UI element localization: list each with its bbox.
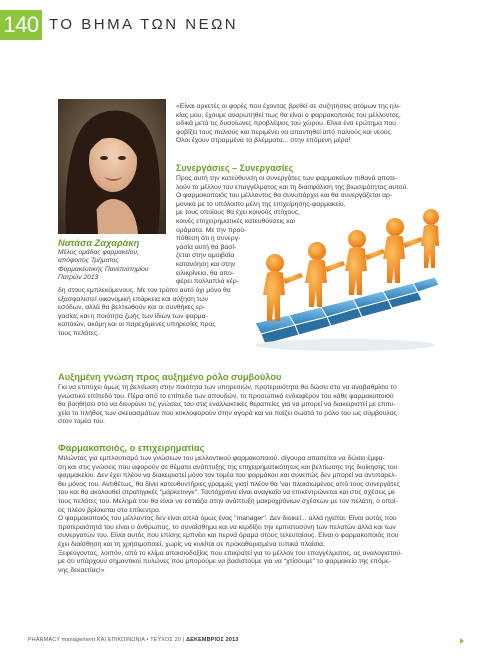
section-title: ΤΟ ΒΗΜΑ ΤΩΝ ΝΕΩΝ [49,16,239,33]
footer-publication: PHARMACY management ΚΑΙ ΕΠΙΚΟΙΝΩΝΙΑ [28,637,145,643]
author-role [58,249,170,283]
footer-issue: • ΤΕΥΧΟΣ 20 | [146,637,185,643]
body-line: ζεται στην αμοιβαία [176,252,235,259]
body-line: Ο φαρμακοποιός του μέλλοντος δεν είναι απλά όμως ένας "manager". Δεν διοικεί... αλλά ηγείται. Είναι αυτός που [58,515,397,522]
body-line: συνεργατών του. Είναι αυτός που επίσης εμπνέει και περνά όραμα στους τελευταίους. Είναι ο φαρμακοποιός που [58,532,399,539]
body-line: νης δεκαετίας!» [58,567,105,574]
body-line: δη στους εμπλεκόμενους. Με τον τρόπο αυτό όχι μόνο θα [58,287,231,294]
body-line: στον τομέα του. [58,418,105,425]
body-line: Για να επιτύχει όμως τη βελτίωση στην ποιότητα των υπηρεσιών, προτεραιότητα θα δώσει στο να αναβαθμίσει το [58,384,397,391]
body-line: πόθεση ότι η συνεργ- [176,235,241,242]
body-line: του και θα ακολουθεί στρατηγικές "μάρκετινγκ". Ταυτόχρονα είναι αναγκαίο να επικεντρώνεται και στις σχέσεις με [58,489,396,496]
section-heading-entrepreneur: Φαρμακοποιός, ο επιχειρηματίας [58,443,205,453]
body-line: τους πελάτες. [58,330,100,337]
body-line: κατανόηση και στην [176,261,236,268]
body-line: γνωστικό επίπεδό του. Πέρα από το επίπεδο των σπουδών, το προσωπικό ενδιαφέρον του κάθε φαρμακοποιού [58,393,394,400]
quote-line: φοβίζει τους παλιούς και περιμένει να απαντηθεί από παλιούς και νέους. [176,128,393,136]
author-role-line: Πατρών 2013 [58,274,99,282]
body-line: φαρμακείου. Δεν έχει πλέον να διακειριστεί μόνο τον τομέα του φαρμάκου και συνεπώς δεν μπορεί να αντιπαρελ- [58,472,397,479]
body-line: γασίας και η ποιότητα ζωής των ίδιων των φαρμα- [58,313,208,320]
quote-line: Όλοι έχουν στραμμένα τα βλέμματα... στην επόμενη μέρα! [176,137,351,145]
body-line: Προς αυτή την κατεύθυνση οι συνεργάτες των φαρμακείων πιθανά αποτε- [176,175,398,182]
body-line: θα βοηθήσει στο να διευρύνει τις γνώσεις του στις εναλλακτικές θεραπείες για να μπορεί να διακειριστεί με επιτυ- [58,401,396,408]
footer-arrow-icon [460,638,464,644]
body-line: εξασφαλιστεί οικονομική επάρκεια και αύξηση των [58,296,209,303]
body-line: λούν το μέλλον του επαγγέλματος και τη διασφάλιση της βιωσιμότητας αυτού. [176,184,409,191]
page-number-tab: 140 [0,10,42,40]
body-line: Ξεφεύγοντας, λοιπόν, από το κλίμα απαισιοδοξίας που επικρατεί για το μέλλον του επαγγέλματος, ας αναλογιστού- [58,550,403,557]
body-line: με ότι υπάρχουν σημαντικοί πυλώνες που μπορούμε να βασιστούμε για να "χτίσουμε" το φαρμακείο της επόμε- [58,558,392,565]
body-line: φέρει πολλαπλά κέρ- [176,278,239,285]
body-line: οράματα. Με την προϋ- [176,227,247,234]
body-line: Ο φαρμακοποιός του μέλλοντος θα συνυπάρχει και θα συνεργάζεται αρ- [176,192,393,199]
quote-line: «Είναι αρκετές οι φορές που έχοντας βρεθεί σε συζητήσεις ατόμων της ηλι- [176,103,401,110]
author-credit [58,238,170,283]
body-line: ος πλέον βρίσκεται στο επίκεντρο. [58,507,161,514]
quote-line: ειδικά μετά τις δυσοίωνες προβλέψεις του χώρου. Είναι ένα ερώτημα που [176,120,397,128]
teamwork-puzzle-illustration [245,195,440,360]
body-line: μονικά με το υπόλοιπο μέλη της επιχείρησης-φαρμακείο, [176,201,346,208]
intro-quote [176,103,444,146]
body-line: Μιλώντας για εμπλουτισμό των γνώσεων του μελλοντικού φαρμακοποιού, σίγουρα απαιτείται να δώσει έμφα- [58,455,385,462]
body-line: με τους οποίους θα έχει κοινούς στόχους, [176,209,301,216]
section-heading-cooperation: Συνεργάσιες – Συνεργασίες [176,163,294,173]
author-name: Νατάσα Ζαχαράκη [58,238,140,248]
body-line: χεία το πλήθος των σκευασμάτων που κυκλοφορούν στην αγορά και να παίζει σωστά το ρόλο του ως σύμβουλος [58,410,397,417]
body-line: τους πελάτες του. Μελημά του θα είναι να εστιάζει στην ανάπτυξη μακροχρόνιων σχέσεων με τον πελάτη, ο οποί- [58,498,398,505]
page-footer [28,637,238,643]
quote-line: κίας μου, έχουμε αναρωτηθεί πως θα είναι ο φαρμακοποιός του μέλλοντος, [176,111,401,119]
body-line: προτεραιότητά του είναι ο άνθρωπος, το συναίσθημα και να κερδίζει την εμπιστοσύνη των πελατών αλλά και των [58,524,396,531]
body-line: ση και στις γνώσεις που αφορούν σε θέματα ανάπτυξης της επιχειρηματικότητας και βελτίωσης της διοίκησης του [58,464,398,471]
body-line: κοινές επιχειρηματικές κατευθύνσεις και [176,218,296,225]
body-line: θει μόνος του. Αντιθέτως, θα δίνει κατευθυντήριες γραμμές γιατί πλέον θα ’ναι πλαισιωμένος από τους συνεργάτες [58,481,400,488]
footer-date: ΔΕΚΕΜΒΡΙΟΣ 2013 [186,637,239,643]
author-role-line: Φαρμακευτικής Πανεπιστημίου [58,265,149,273]
body-line: κοποιών, ακόμη και οι παρεχόμενες υπηρεσίες προς [58,321,216,328]
body-line: γασία αυτή θα βασί- [176,244,237,251]
section-heading-knowledge: Αυξημένη γνώση προς αυξημένο ρόλο συμβούλου [58,372,282,382]
body-line: έχει διαίσθηση και τη χρησιμοποιεί, χωρίς να κινείται σε προκαθορισμένα τυπικά πλαίσια. [58,541,325,548]
author-role-line: απόφοιτος Τμήματος [58,257,119,265]
body-line: ειλικρίνεια, θα απο- [176,270,235,277]
body-line: εσόδων, αλλά θα βελτιωθούν και οι συνθήκες ερ- [58,304,206,311]
author-photo [58,99,166,234]
author-role-line: Μέλος ομάδας φαρμακείου, [58,249,139,256]
